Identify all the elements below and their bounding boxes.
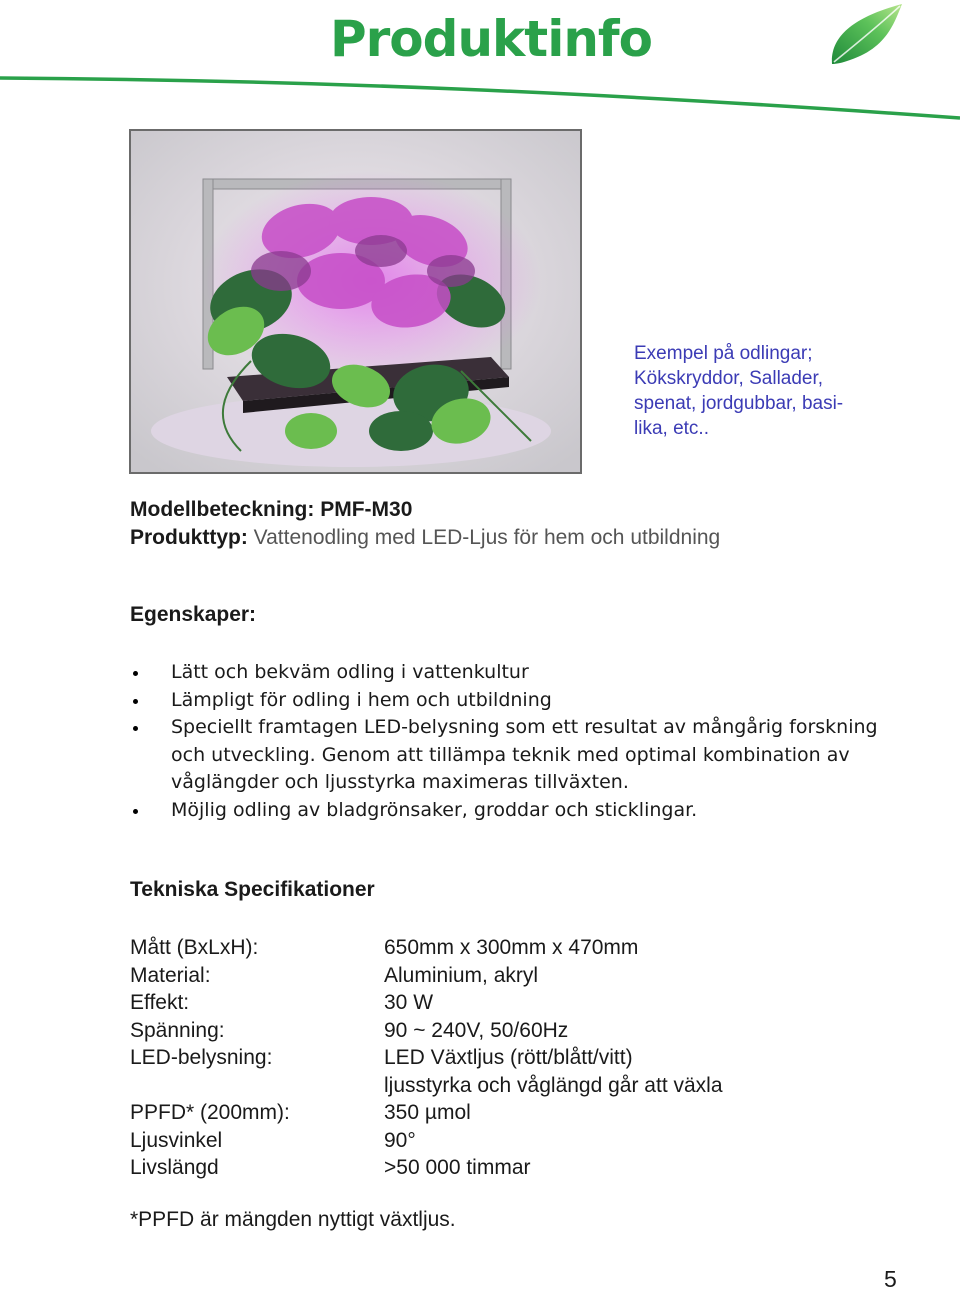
- page-number: 5: [884, 1266, 897, 1292]
- footnote: *PPFD är mängden nyttigt växtljus.: [130, 1208, 456, 1231]
- model-info: [130, 496, 720, 552]
- table-row: [130, 1072, 723, 1100]
- spec-value: 350 µmol: [384, 1101, 471, 1124]
- spec-label: LED-belysning:: [130, 1046, 273, 1069]
- spec-label: Ljusvinkel: [130, 1128, 223, 1152]
- spec-value: 90 ~ 240V, 50/60Hz: [384, 1018, 569, 1042]
- header-divider: [0, 72, 960, 122]
- spec-label: Mått (BxLxH):: [130, 936, 259, 959]
- product-type-label: Produkttyp:: [130, 526, 248, 549]
- table-row: [130, 1044, 723, 1072]
- spec-value: Aluminium, akryl: [384, 963, 539, 987]
- caption-line: spenat, jordgubbar, basi-: [634, 393, 844, 414]
- table-row: [130, 1017, 723, 1045]
- caption-line: Exempel på odlingar;: [634, 343, 813, 364]
- product-type-value: Vattenodling med LED-Ljus för hem och utbildning: [253, 526, 721, 549]
- spec-value: ljusstyrka och våglängd går att växla: [384, 1073, 723, 1097]
- features-heading: Egenskaper:: [130, 603, 257, 626]
- specs-heading: Tekniska Specifikationer: [130, 878, 375, 901]
- table-row: [130, 1099, 723, 1127]
- spec-label: Spänning:: [130, 1018, 225, 1042]
- list-item: Lätt och bekväm odling i vattenkultur: [130, 659, 890, 687]
- spec-label: Effekt:: [130, 991, 190, 1014]
- caption-line: Kökskryddor, Sallader,: [634, 368, 824, 389]
- page-title: Produktinfo: [330, 10, 653, 68]
- model-label: Modellbeteckning:: [130, 498, 315, 521]
- caption-line: lika, etc..: [634, 418, 709, 439]
- table-row: [130, 934, 723, 962]
- product-photo: [129, 129, 582, 474]
- spec-value: LED Växtljus (rött/blått/vitt): [384, 1046, 633, 1069]
- photo-caption: [634, 341, 884, 441]
- spec-value: 650mm x 300mm x 470mm: [384, 936, 639, 959]
- spec-value: 90°: [384, 1128, 416, 1152]
- list-item: Speciellt framtagen LED-belysning som ett resultat av mångårig forskning och utveckling. Genom att tillämpa teknik med optimal kombination av våglängder och ljusstyrka maximeras tillväxten.: [130, 714, 890, 797]
- list-item: Lämpligt för odling i hem och utbildning: [130, 687, 890, 715]
- table-row: [130, 989, 723, 1017]
- spec-label: PPFD* (200mm):: [130, 1101, 290, 1124]
- spec-label: [130, 1072, 384, 1100]
- table-row: [130, 1154, 723, 1182]
- list-item: Möjlig odling av bladgrönsaker, groddar och sticklingar.: [130, 797, 890, 825]
- leaf-icon: [828, 0, 908, 70]
- table-row: [130, 1127, 723, 1155]
- model-line: [130, 496, 720, 524]
- spec-value: 30 W: [384, 991, 434, 1014]
- spec-label: Material:: [130, 963, 211, 987]
- spec-value: >50 000 timmar: [384, 1156, 531, 1179]
- table-row: [130, 962, 723, 990]
- specs-table: [130, 934, 723, 1182]
- spec-label: Livslängd: [130, 1156, 219, 1179]
- model-value: PMF-M30: [320, 498, 413, 521]
- features-list: [130, 659, 890, 824]
- product-type-line: [130, 524, 720, 552]
